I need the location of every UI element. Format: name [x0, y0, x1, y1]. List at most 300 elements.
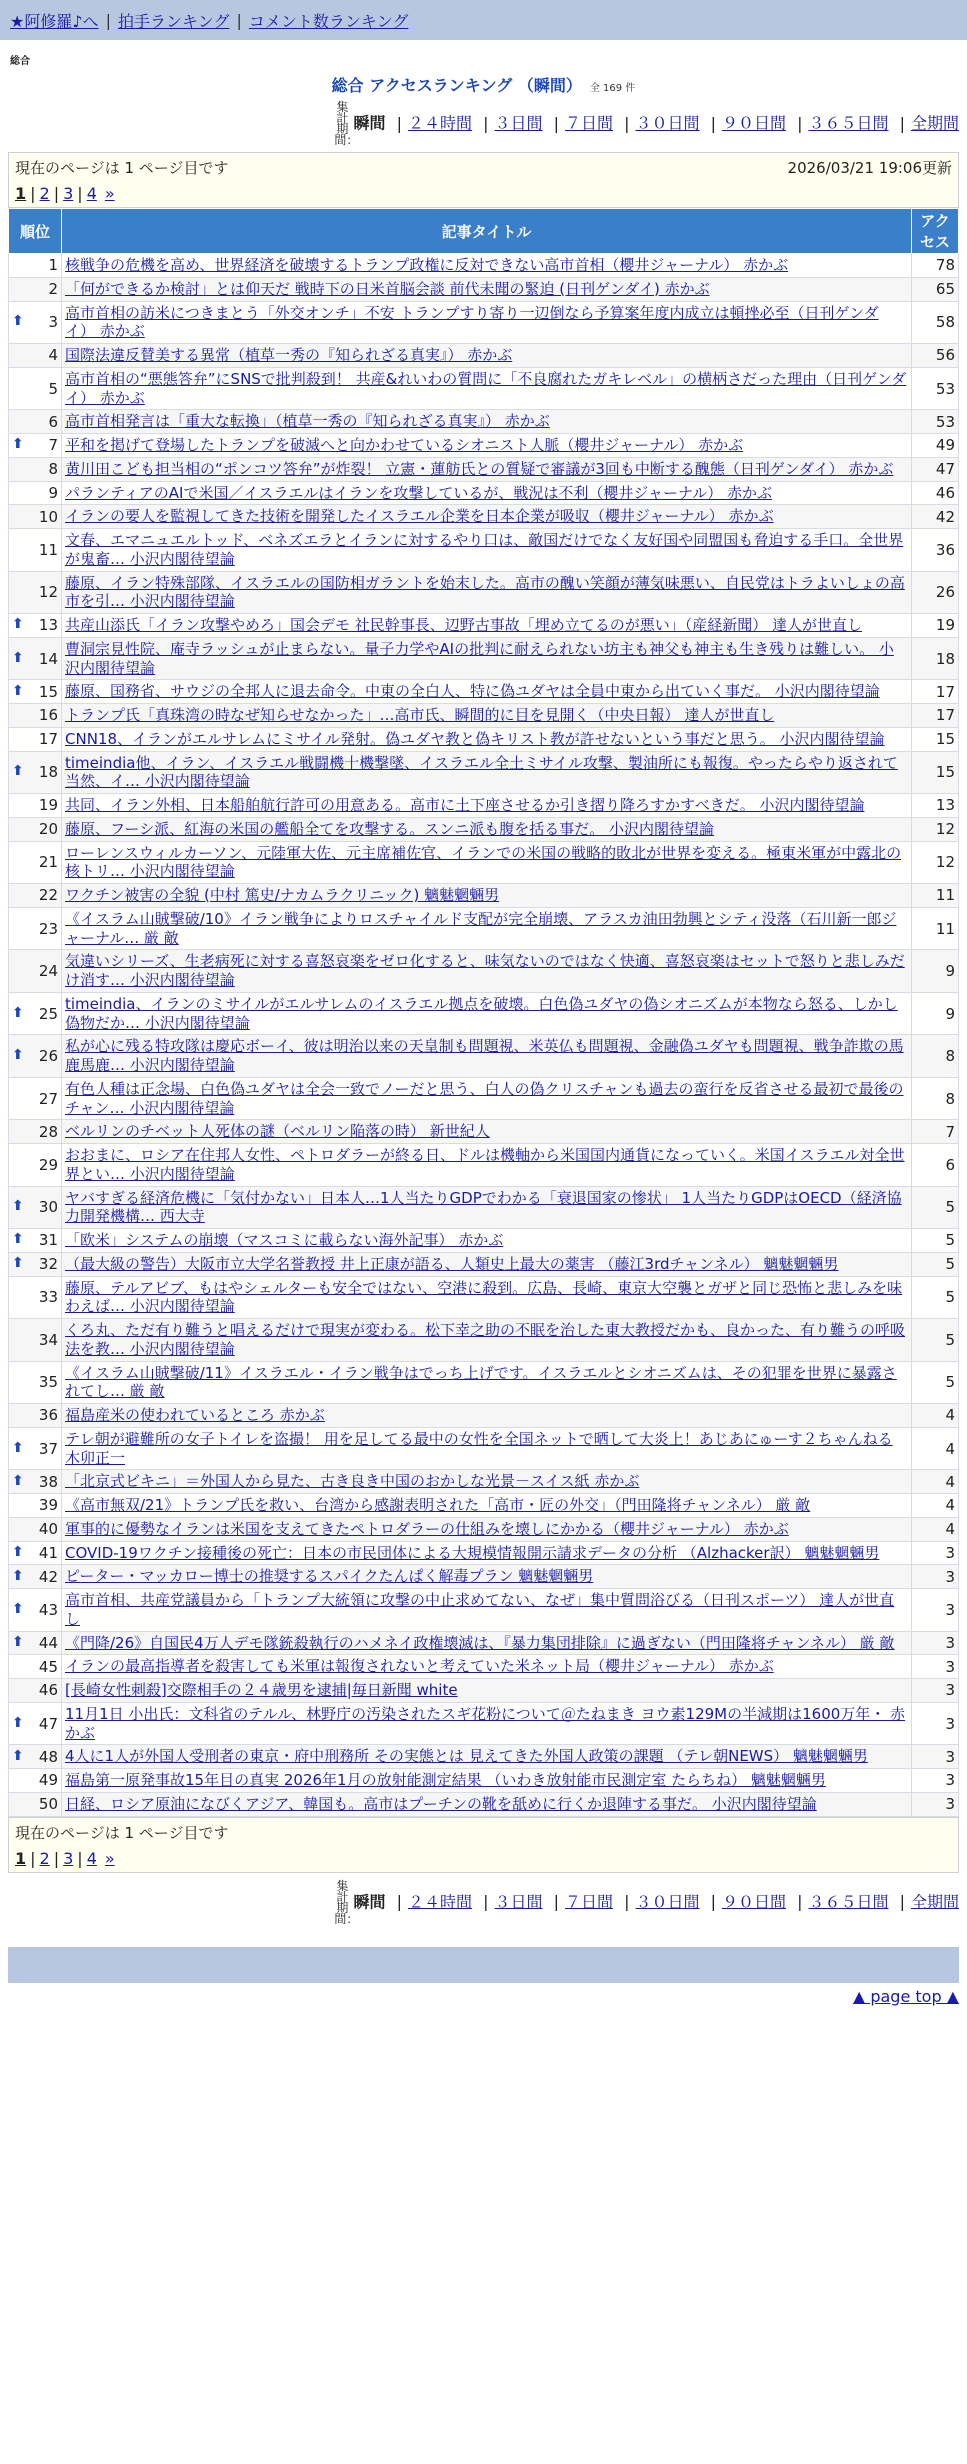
- table-row: [9, 1792, 959, 1816]
- title-cell: [62, 1589, 912, 1632]
- access-count: 3: [912, 1631, 959, 1655]
- table-row: [9, 410, 959, 434]
- article-link[interactable]: ローレンスウィルカーソン、元陸軍大佐、元主席補佐官、イランでの米国の戦略的敗北が世界を変える。極東米軍が中露北の核トリ… 小沢内閣待望論: [65, 843, 902, 881]
- rank-cell: [9, 367, 62, 410]
- title-cell: [62, 1319, 912, 1362]
- title-cell: [62, 571, 912, 614]
- current-page-text: 現在のページは 1 ページ目です: [15, 159, 229, 177]
- period-option[interactable]: ２４時間: [407, 1892, 472, 1911]
- article-link[interactable]: 《門降/26》自国民4万人デモ隊銃殺執行のハメネイ政権壊滅は、『暴力集団排除』に過ぎない（門田隆将チャンネル） 厳 敵: [65, 1633, 895, 1652]
- article-link[interactable]: パランティアのAIで米国／イスラエルはイランを攻撃しているが、戦況は不利（櫻井ジャーナル） 赤かぶ: [65, 483, 773, 502]
- article-link[interactable]: トランプ氏「真珠湾の時なぜ知らせなかった」…高市氏、瞬間的に目を見開く（中央日報） 達人が世直し: [65, 706, 775, 724]
- table-row: [9, 1470, 959, 1494]
- rank-cell: [9, 950, 62, 993]
- table-row: [9, 884, 959, 908]
- article-link[interactable]: 高市首相の“悪態答弁”にSNSで批判殺到！ 共産&れいわの質問に「不良腐れたガキレベル」の横柄さだった理由（日刊ゲンダイ） 赤かぶ: [65, 369, 907, 407]
- article-link[interactable]: 「欧米」システムの崩壊（マスコミに載らない海外記事） 赤かぶ: [65, 1231, 504, 1249]
- access-count: 3: [912, 1679, 959, 1703]
- title-cell: [62, 680, 912, 704]
- article-link[interactable]: ピーター・マッカロー博士の推奨するスパイクたんぱく解毒プラン 魑魅魍魎男: [65, 1567, 594, 1586]
- rank-cell: [9, 1252, 62, 1276]
- title-cell: [62, 1792, 912, 1816]
- table-row: [9, 841, 959, 884]
- rank-number: 4: [48, 346, 58, 365]
- rank-up-arrow-icon: ⬆: [12, 1004, 24, 1021]
- access-count: 53: [912, 410, 959, 434]
- rank-cell: [9, 1361, 62, 1404]
- rank-number: 23: [38, 919, 58, 938]
- article-link[interactable]: 「何ができるか検討」とは仰天だ 戦時下の日米首脳会談 前代未聞の緊迫 (日刊ゲンダイ) 赤かぶ: [65, 279, 710, 298]
- rank-cell: [9, 614, 62, 638]
- table-row: [9, 1631, 959, 1655]
- rank-up-arrow-icon: ⬆: [12, 1567, 24, 1584]
- title-cell: [62, 704, 912, 728]
- title-cell: [62, 1565, 912, 1589]
- access-count: 78: [912, 254, 959, 278]
- table-row: [9, 1276, 959, 1319]
- access-count: 5: [912, 1319, 959, 1362]
- rank-number: 15: [38, 682, 58, 701]
- access-count: 7: [912, 1120, 959, 1144]
- rank-cell: [9, 457, 62, 481]
- title-cell: [62, 1144, 912, 1187]
- page-info-top: [8, 152, 959, 208]
- rank-number: 10: [38, 507, 58, 526]
- period-option[interactable]: ３６５日間: [808, 113, 889, 133]
- rank-cell: [9, 1589, 62, 1632]
- access-count: 12: [912, 817, 959, 841]
- rank-number: 25: [38, 1004, 58, 1023]
- article-link[interactable]: 文春、エマニュエルトッド、ベネズエラとイランに対するやり口は、敵国だけでなく友好国や同盟国も脅迫する手口。全世界が鬼畜… 小沢内閣待望論: [65, 531, 904, 568]
- rank-number: 6: [48, 412, 58, 431]
- rank-up-arrow-icon: ⬆: [12, 1472, 24, 1489]
- rank-cell: [9, 1494, 62, 1518]
- access-count: 53: [912, 367, 959, 410]
- rank-cell: [9, 529, 62, 572]
- rank-number: 40: [38, 1520, 58, 1539]
- rank-number: 41: [38, 1543, 58, 1562]
- access-count: 4: [912, 1517, 959, 1541]
- category-label: 総合: [10, 56, 30, 67]
- access-count: 17: [912, 680, 959, 704]
- access-count: 3: [912, 1589, 959, 1632]
- title-cell: [62, 1745, 912, 1769]
- article-link[interactable]: 藤原、フーシ派、紅海の米国の艦船全てを攻撃する。スンニ派も腹を括る事だ。 小沢内閣待望論: [65, 819, 715, 838]
- page-link[interactable]: 2: [39, 1848, 50, 1868]
- access-count: 56: [912, 344, 959, 368]
- access-count: 5: [912, 1252, 959, 1276]
- rank-cell: [9, 751, 62, 794]
- article-link[interactable]: ベルリンのチベット人死体の謎（ベルリン陥落の時） 新世紀人: [65, 1122, 490, 1141]
- rank-cell: [9, 1631, 62, 1655]
- rank-number: 12: [38, 583, 58, 602]
- article-link[interactable]: [長崎女性刺殺]交際相手の２４歳男を逮捕|毎日新聞 white: [65, 1681, 458, 1699]
- rank-number: 24: [38, 962, 58, 980]
- access-count: 36: [912, 529, 959, 572]
- table-row: [9, 950, 959, 993]
- rank-number: 31: [38, 1231, 58, 1250]
- rank-number: 18: [38, 763, 58, 782]
- rank-number: 32: [38, 1255, 58, 1274]
- period-option[interactable]: ７日間: [564, 1892, 613, 1911]
- period-label: 集計期間：: [334, 1878, 359, 1926]
- article-link[interactable]: テレ朝が避難所の女子トイレを盗撮！ 用を足してる最中の女性を全国ネットで晒して大炎上！あじあにゅーす２ちゃんねる 木卯正一: [65, 1429, 893, 1467]
- page-link[interactable]: 3: [63, 1848, 74, 1868]
- article-link[interactable]: （最大級の警告）大阪市立大学名誉教授 井上正康が語る、人類史上最大の薬害 （藤江3rdチャンネル） 魑魅魍魎男: [65, 1254, 839, 1273]
- period-label: 集計期間：: [334, 100, 359, 147]
- title-cell: [62, 1541, 912, 1565]
- article-link[interactable]: 高市首相、共産党議員から「トランプ大統領に攻撃の中止求めてない、なぜ」集中質問浴びる（日刊スポーツ） 達人が世直し: [65, 1591, 895, 1628]
- article-link[interactable]: 共産山添氏「イラン攻撃やめろ」国会デモ 社民幹事長、辺野古事故「埋め立てるのが悪い」（産経新聞） 達人が世直し: [65, 616, 863, 634]
- article-link[interactable]: CNN18、イランがエルサレムにミサイル発射。偽ユダヤ教と偽キリスト教が許せないという事だと思う。 小沢内閣待望論: [65, 729, 885, 748]
- rank-cell: [9, 1319, 62, 1362]
- access-count: 4: [912, 1427, 959, 1470]
- rank-cell: [9, 1792, 62, 1816]
- nav-link-asyura[interactable]: ★阿修羅♪へ: [10, 11, 99, 31]
- rank-cell: [9, 1541, 62, 1565]
- access-count: 6: [912, 1144, 959, 1187]
- table-row: [9, 1702, 959, 1745]
- rank-number: 22: [38, 886, 58, 905]
- access-count: 5: [912, 1229, 959, 1253]
- table-row: [9, 254, 959, 278]
- table-row: [9, 1252, 959, 1276]
- table-row: [9, 571, 959, 614]
- table-row: [9, 529, 959, 572]
- article-link[interactable]: 軍事的に優勢なイランは米国を支えてきたペトロダラーの仕組みを壊しにかかる（櫻井ジャーナル） 赤かぶ: [65, 1519, 789, 1538]
- table-row: [9, 1035, 959, 1078]
- table-row: [9, 481, 959, 505]
- table-row: [9, 1517, 959, 1541]
- article-link[interactable]: 共同、イラン外相、日本船舶航行許可の用意ある。高市に土下座させるか引き摺り降ろすかすべきだ。 小沢内閣待望論: [65, 796, 865, 814]
- access-count: 46: [912, 481, 959, 505]
- access-count: 26: [912, 571, 959, 614]
- access-count: 9: [912, 992, 959, 1035]
- article-link[interactable]: 核戦争の危機を高め、世界経済を破壊するトランプ政権に反対できない高市首相（櫻井ジャーナル） 赤かぶ: [65, 256, 789, 274]
- title-cell: [62, 637, 912, 680]
- title-cell: [62, 614, 912, 638]
- article-link[interactable]: 4人に1人が外国人受刑者の東京・府中刑務所 その実態とは 見えてきた外国人政策の課題 （テレ朝NEWS） 魑魅魍魎男: [65, 1747, 868, 1766]
- rank-cell: [9, 1120, 62, 1144]
- page-link[interactable]: 2: [39, 184, 50, 203]
- rank-cell: [9, 1702, 62, 1745]
- rank-cell: [9, 481, 62, 505]
- title-cell: [62, 1702, 912, 1745]
- article-link[interactable]: 福島第一原発事故15年目の真実 2026年1月の放射能測定結果 （いわき放射能市民測定室 たらちね） 魑魅魍魎男: [65, 1771, 826, 1789]
- title-cell: [62, 1517, 912, 1541]
- nav-link-comment-ranking[interactable]: コメント数ランキング: [248, 11, 409, 31]
- table-row: [9, 637, 959, 680]
- access-count: 17: [912, 704, 959, 728]
- rank-number: 16: [38, 706, 58, 725]
- period-option[interactable]: ９０日間: [721, 113, 786, 133]
- rank-cell: [9, 817, 62, 841]
- rank-number: 17: [38, 730, 58, 749]
- rank-number: 33: [38, 1288, 58, 1307]
- article-link[interactable]: 藤原、テルアビブ、もはやシェルターも安全ではない、空港に殺到。広島、長崎、東京大空襲とガザと同じ恐怖と悲しみを味わえば… 小沢内閣待望論: [65, 1278, 903, 1316]
- article-link[interactable]: 気違いシリーズ、生老病死に対する喜怒哀楽をゼロ化すると、味気ないのではなく快適、喜怒哀楽はセットで怒りと悲しみだけ消す… 小沢内閣待望論: [65, 952, 905, 989]
- article-link[interactable]: 日経、ロシア原油になびくアジア、韓国も。高市はプーチンの靴を舐めに行くか退陣する事だ。 小沢内閣待望論: [65, 1794, 817, 1813]
- rank-number: 37: [38, 1439, 58, 1458]
- table-row: [9, 457, 959, 481]
- table-row: [9, 1144, 959, 1187]
- rank-up-arrow-icon: ⬆: [12, 436, 24, 453]
- article-link[interactable]: くろ丸、ただ有り難うと唱えるだけで現実が変わる。松下幸之助の不眠を治した東大教授だかも、良かった、有り難うの呼吸法を教… 小沢内閣待望論: [65, 1321, 906, 1358]
- rank-cell: [9, 1745, 62, 1769]
- page-link[interactable]: 4: [86, 1848, 97, 1868]
- access-count: 11: [912, 884, 959, 908]
- title-cell: [62, 367, 912, 410]
- page-next-link[interactable]: »: [104, 184, 115, 203]
- rank-number: 34: [38, 1330, 58, 1349]
- rank-number: 5: [48, 379, 58, 398]
- table-row: [9, 1361, 959, 1404]
- table-row: [9, 1565, 959, 1589]
- period-option[interactable]: ３日間: [494, 113, 543, 133]
- title-cell: [62, 410, 912, 434]
- access-count: 3: [912, 1745, 959, 1769]
- table-row: [9, 1404, 959, 1428]
- rank-cell: [9, 1404, 62, 1428]
- access-count: 5: [912, 1186, 959, 1229]
- rank-up-arrow-icon: ⬆: [12, 1047, 24, 1063]
- header-access: アクセス: [912, 209, 959, 254]
- page-link-current: 1: [15, 1848, 27, 1868]
- table-row: [9, 794, 959, 818]
- title-cell: [62, 907, 912, 950]
- rank-number: 7: [48, 436, 58, 455]
- title-cell: [62, 1631, 912, 1655]
- rank-up-arrow-icon: ⬆: [12, 649, 24, 666]
- access-count: 3: [912, 1655, 959, 1679]
- period-option[interactable]: 全期間: [910, 1892, 959, 1911]
- table-row: [9, 434, 959, 458]
- title-cell: [62, 992, 912, 1035]
- rank-cell: [9, 727, 62, 751]
- ranking-table-body: [9, 254, 959, 1817]
- rank-cell: [9, 410, 62, 434]
- pagination: 1 | 2 | 3 | 4 »: [15, 184, 115, 203]
- article-link[interactable]: 福島産米の使われているところ 赤かぶ: [65, 1406, 325, 1424]
- rank-number: 9: [48, 483, 58, 502]
- rank-cell: [9, 277, 62, 301]
- table-row: [9, 751, 959, 794]
- title-cell: [62, 751, 912, 794]
- access-count: 5: [912, 1361, 959, 1404]
- page-top-link[interactable]: ▲ page top ▲: [852, 1986, 959, 2006]
- rank-up-arrow-icon: ⬆: [12, 682, 24, 699]
- rank-number: 49: [38, 1771, 58, 1790]
- title-cell: [62, 344, 912, 368]
- title-cell: [62, 481, 912, 505]
- title-cell: [62, 727, 912, 751]
- rank-cell: [9, 907, 62, 950]
- article-link[interactable]: 私が心に残る特攻隊は慶応ボーイ、彼は明治以来の天皇制も問題視、米英仏も問題視、金融偽ユダヤも問題視、戦争詐欺の馬鹿馬鹿… 小沢内閣待望論: [65, 1037, 904, 1074]
- page-next-link[interactable]: »: [104, 1848, 115, 1868]
- article-link[interactable]: イランの最高指導者を殺害しても米軍は報復されないと考えていた米ネット局（櫻井ジャーナル） 赤かぶ: [65, 1657, 774, 1676]
- period-option[interactable]: ３０日間: [635, 113, 700, 133]
- rank-number: 8: [48, 460, 58, 479]
- table-row: [9, 1745, 959, 1769]
- access-count: 3: [912, 1702, 959, 1745]
- rank-cell: [9, 1470, 62, 1494]
- table-row: [9, 1679, 959, 1703]
- period-option[interactable]: ３０日間: [635, 1892, 700, 1911]
- article-link[interactable]: 《イスラム山賊撃破/10》イラン戦争によりロスチャイルド支配が完全崩壊、アラスカ油田勃興とシティ没落（石川新一郎ジャーナル… 厳 敵: [65, 909, 897, 947]
- article-link[interactable]: timeindia、イランのミサイルがエルサレムのイスラエル拠点を破壊。白色偽ユダヤの偽シオニズムが本物なら怒る、しかし偽物だか… 小沢内閣待望論: [65, 994, 898, 1032]
- table-row: [9, 1541, 959, 1565]
- rank-cell: [9, 1517, 62, 1541]
- rank-cell: [9, 637, 62, 680]
- rank-up-arrow-icon: ⬆: [12, 763, 24, 780]
- nav-link-applause-ranking[interactable]: 拍手ランキング: [117, 11, 230, 31]
- access-count: 3: [912, 1769, 959, 1793]
- access-count: 8: [912, 1035, 959, 1078]
- table-header-row: [9, 209, 959, 254]
- article-link[interactable]: 《イスラム山賊撃破/11》イスラエル・イラン戦争はでっち上げです。イスラエルとシオニズムは、その犯罪を世界に暴露されてし… 厳 敵: [65, 1363, 897, 1401]
- top-nav: [0, 0, 967, 40]
- rank-up-arrow-icon: ⬆: [12, 1747, 24, 1764]
- access-count: 19: [912, 614, 959, 638]
- article-link[interactable]: COVID-19ワクチン接種後の死亡：日本の市民団体による大規模情報開示請求データの分析 （Alzhacker訳） 魑魅魍魎男: [65, 1543, 880, 1562]
- rank-cell: [9, 434, 62, 458]
- page-link[interactable]: 3: [63, 184, 74, 203]
- rank-cell: [9, 1186, 62, 1229]
- rank-cell: [9, 1769, 62, 1793]
- table-row: [9, 727, 959, 751]
- title-cell: [62, 1035, 912, 1078]
- table-row: [9, 301, 959, 344]
- article-link[interactable]: 「北京式ビキニ」＝外国人から見た、古き良き中国のおかしな光景－スイス紙 赤かぶ: [65, 1472, 640, 1491]
- article-link[interactable]: 藤原、イラン特殊部隊、イスラエルの国防相ガラントを始末した。高市の醜い笑顔が薄気味悪い、自民党はトラよいしょの高市を引… 小沢内閣待望論: [65, 573, 905, 611]
- article-link[interactable]: 11月1日 小出氏：文科省のテルル、林野庁の汚染されたスギ花粉について＠たねまき ヨウ素129Mの半減期は1600万年・ 赤かぶ: [65, 1704, 906, 1742]
- rank-number: 47: [38, 1714, 58, 1733]
- title-cell: [62, 1769, 912, 1793]
- period-option[interactable]: ７日間: [564, 113, 613, 133]
- table-row: [9, 1229, 959, 1253]
- rank-up-arrow-icon: ⬆: [12, 1231, 24, 1248]
- rank-number: 14: [38, 649, 58, 668]
- rank-cell: [9, 1077, 62, 1120]
- updated-time: 2026/03/21 19:06更新: [787, 159, 952, 177]
- rank-cell: [9, 1655, 62, 1679]
- rank-number: 2: [48, 280, 58, 299]
- rank-number: 28: [38, 1122, 58, 1141]
- title-cell: [62, 1427, 912, 1470]
- table-row: [9, 277, 959, 301]
- footer-bar: [8, 1947, 959, 1983]
- page-link[interactable]: 4: [86, 184, 97, 203]
- table-row: [9, 614, 959, 638]
- period-selector-top: 集計期間： 瞬間 | ２４時間 | ３日間 | ７日間 | ３０日間 | ９０日間 | ３６５日間 | 全期間: [334, 100, 959, 147]
- period-option[interactable]: ３日間: [494, 1892, 543, 1911]
- access-count: 15: [912, 751, 959, 794]
- table-row: [9, 907, 959, 950]
- table-row: [9, 1427, 959, 1470]
- table-row: [9, 992, 959, 1035]
- title-cell: [62, 1186, 912, 1229]
- period-option[interactable]: ９０日間: [721, 1892, 786, 1911]
- rank-number: 21: [38, 853, 58, 872]
- header-title: 記事タイトル: [62, 209, 912, 254]
- article-link[interactable]: おおまに、ロシア在住邦人女性、ペトロダラーが終る日、ドルは機軸から米国国内通貨になっていく。米国イスラエル対全世界とい… 小沢内閣待望論: [65, 1146, 905, 1183]
- article-link[interactable]: ワクチン被害の全貌 (中村 篤史/ナカムラクリニック) 魑魅魍魎男: [65, 886, 500, 904]
- access-count: 15: [912, 727, 959, 751]
- rank-number: 29: [38, 1155, 58, 1174]
- period-option[interactable]: ３６５日間: [808, 1892, 889, 1911]
- nav-separator: |: [105, 10, 111, 30]
- article-link[interactable]: 黄川田こども担当相の“ポンコツ答弁”が炸裂！ 立憲・蓮舫氏との質疑で審議が3回も中断する醜態（日刊ゲンダイ） 赤かぶ: [65, 459, 894, 478]
- article-link[interactable]: 高市首相発言は「重大な転換」（植草一秀の『知られざる真実』） 赤かぶ: [65, 412, 550, 431]
- title-cell: [62, 1361, 912, 1404]
- period-current: 瞬間: [353, 113, 386, 133]
- table-row: [9, 817, 959, 841]
- rank-number: 30: [38, 1198, 58, 1217]
- rank-cell: [9, 571, 62, 614]
- access-count: 47: [912, 457, 959, 481]
- article-link[interactable]: イランの要人を監視してきた技術を開発したイスラエル企業を日本企業が吸収（櫻井ジャーナル） 赤かぶ: [65, 507, 774, 526]
- rank-number: 36: [38, 1406, 58, 1425]
- nav-separator: |: [236, 10, 242, 30]
- article-link[interactable]: 高市首相の訪米につきまとう「外交オンチ」不安 トランプすり寄り一辺倒なら予算案年度内成立は頓挫必至（日刊ゲンダイ） 赤かぶ: [65, 303, 879, 341]
- table-row: [9, 1319, 959, 1362]
- access-count: 5: [912, 1276, 959, 1319]
- rank-up-arrow-icon: ⬆: [12, 1633, 24, 1650]
- article-link[interactable]: 曹洞宗見性院、庵寺ラッシュが止まらない。量子力学やAIの批判に耐えられない坊主も神父も神主も生き残りは難しい。 小沢内閣待望論: [65, 639, 894, 677]
- title-cell: [62, 794, 912, 818]
- rank-number: 43: [38, 1600, 58, 1619]
- table-row: [9, 1186, 959, 1229]
- access-count: 65: [912, 277, 959, 301]
- current-page-text: 現在のページは 1 ページ目です: [15, 1823, 229, 1842]
- table-row: [9, 1589, 959, 1632]
- period-option[interactable]: 全期間: [910, 113, 959, 133]
- rank-cell: [9, 704, 62, 728]
- title-cell: [62, 1679, 912, 1703]
- rank-number: 20: [38, 820, 58, 839]
- access-count: 49: [912, 434, 959, 458]
- page-info-bottom: [8, 1817, 959, 1873]
- title-cell: [62, 1276, 912, 1319]
- rank-number: 45: [38, 1657, 58, 1676]
- rank-cell: [9, 301, 62, 344]
- article-link[interactable]: 《高市無双/21》トランプ氏を救い、台湾から感謝表明された「高市・匠の外交」（門田隆将チャンネル） 厳 敵: [65, 1496, 811, 1514]
- article-link[interactable]: 平和を掲げて登場したトランプを破滅へと向かわせているシオニスト人脈（櫻井ジャーナル） 赤かぶ: [65, 436, 744, 454]
- title-cell: [62, 1077, 912, 1120]
- title-cell: [62, 301, 912, 344]
- article-link[interactable]: 藤原、国務省、サウジの全邦人に退去命令。中東の全白人、特に偽ユダヤは全員中東から出ていく事だ。 小沢内閣待望論: [65, 682, 880, 701]
- table-row: [9, 1655, 959, 1679]
- title-cell: [62, 277, 912, 301]
- period-option[interactable]: ２４時間: [407, 113, 472, 133]
- article-link[interactable]: timeindia他、イラン、イスラエル戦闘機十機撃墜、イスラエル全土ミサイル攻撃、製油所にも報復。やったらやり返されて当然、イ… 小沢内閣待望論: [65, 753, 898, 791]
- rank-cell: [9, 992, 62, 1035]
- rank-cell: [9, 1229, 62, 1253]
- rank-number: 46: [38, 1681, 58, 1700]
- title-cell: [62, 1120, 912, 1144]
- article-link[interactable]: ヤバすぎる経済危機に「気付かない」日本人…1人当たりGDPでわかる「衰退国家の惨状」 1人当たりGDPはOECD（経済協力開発機構… 西大寺: [65, 1188, 902, 1226]
- rank-up-arrow-icon: ⬆: [12, 1543, 24, 1560]
- article-link[interactable]: 有色人種は正念場、白色偽ユダヤは全会一致でノーだと思う、白人の偽クリスチャンも過去の蛮行を反省させる最初で最後のチャン… 小沢内閣待望論: [65, 1079, 904, 1117]
- rank-cell: [9, 884, 62, 908]
- title-cell: [62, 841, 912, 884]
- access-count: 13: [912, 794, 959, 818]
- table-row: [9, 704, 959, 728]
- rank-cell: [9, 254, 62, 278]
- rank-number: 44: [38, 1633, 58, 1652]
- rank-cell: [9, 1035, 62, 1078]
- article-link[interactable]: 国際法違反賛美する異常（植草一秀の『知られざる真実』） 赤かぶ: [65, 346, 513, 364]
